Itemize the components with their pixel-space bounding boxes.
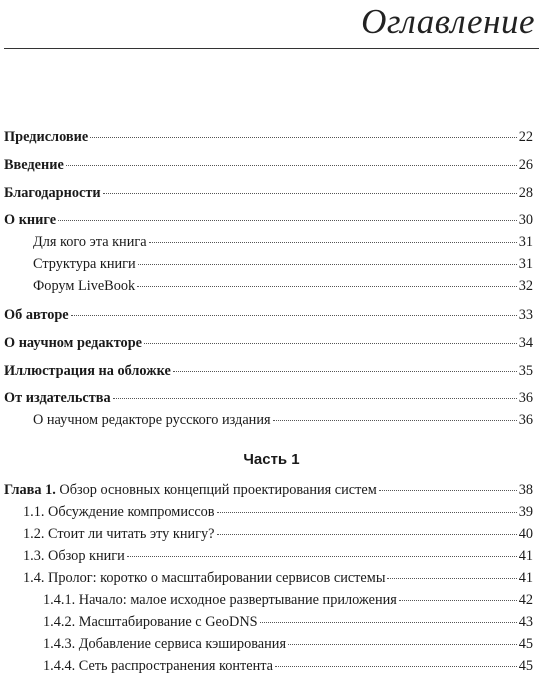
dot-leader [273,420,517,421]
toc-entry-label: 1.2. Стоит ли читать эту книгу? [23,526,215,542]
toc-entry-about-author[interactable] [4,306,533,324]
toc-entry-page: 35 [518,363,533,379]
toc-entry-cover-illustration[interactable] [4,362,533,380]
toc-entry-about-book[interactable] [4,211,533,229]
toc-entry-audience[interactable] [33,233,533,251]
toc-entry-preface[interactable] [4,128,533,146]
toc-entry-forum[interactable] [33,277,533,295]
page-title: Оглавление [361,2,535,41]
dot-leader [149,242,517,243]
toc-entry-label: Для кого эта книга [33,234,147,250]
dot-leader [66,165,517,166]
toc-entry-label: 1.4.2. Масштабирование с GeoDNS [43,614,258,630]
toc-entry-page: 26 [518,157,533,173]
toc-entry-section-1-1[interactable] [23,503,533,521]
toc-entry-section-1-4[interactable] [23,569,533,587]
dot-leader [275,666,517,667]
dot-leader [113,398,517,399]
toc-entry-label: Форум LiveBook [33,278,136,294]
chapter-prefix: Глава 1. [4,482,56,498]
toc-entry-page: 32 [518,278,533,294]
toc-entry-label: 1.4. Пролог: коротко о масштабировании сервисов системы [23,570,386,586]
dot-leader [137,286,517,287]
toc-entry-label: О книге [4,212,57,228]
toc-entry-section-1-4-3[interactable] [43,635,533,653]
part-heading: Часть 1 [243,451,300,468]
toc-entry-from-publisher[interactable] [4,389,533,407]
toc-entry-label: Иллюстрация на обложке [4,363,171,379]
toc-entry-section-1-2[interactable] [23,525,533,543]
toc-entry-page: 31 [518,256,533,272]
toc-entry-page: 30 [518,212,533,228]
dot-leader [144,343,517,344]
toc-entry-page: 41 [518,570,533,586]
dot-leader [217,534,517,535]
toc-entry-page: 36 [518,412,533,428]
dot-leader [127,556,517,557]
toc-entry-russian-reviewer[interactable] [33,411,533,429]
toc-entry-chapter-1[interactable] [4,481,533,499]
toc-entry-label [4,481,377,499]
toc-entry-page: 42 [518,592,533,608]
dot-leader [138,264,517,265]
toc-entry-acknowledgements[interactable] [4,184,533,202]
dot-leader [217,512,517,513]
toc-entry-page: 45 [518,636,533,652]
toc-entry-label: Об авторе [4,307,69,323]
toc-entry-label: О научном редакторе русского издания [33,412,271,428]
dot-leader [260,622,517,623]
toc-entry-page: 28 [518,185,533,201]
toc-entry-label: 1.1. Обсуждение компромиссов [23,504,215,520]
toc-entry-page: 39 [518,504,533,520]
toc-entry-label: 1.3. Обзор книги [23,548,125,564]
dot-leader [58,220,517,221]
chapter-title: Обзор основных концепций проектирования систем [59,482,377,498]
toc-entry-page: 41 [518,548,533,564]
dot-leader [173,371,517,372]
toc-entry-section-1-4-4[interactable] [43,657,533,675]
toc-entry-label: Благодарности [4,185,101,201]
dot-leader [399,600,517,601]
toc-entry-label: 1.4.1. Начало: малое исходное развертывание приложения [43,592,397,608]
toc-entry-label: Введение [4,157,64,173]
toc-entry-page: 33 [518,307,533,323]
toc-entry-label: Структура книги [33,256,136,272]
toc-entry-page: 45 [518,658,533,674]
toc-entry-section-1-4-1[interactable] [43,591,533,609]
toc-entry-page: 40 [518,526,533,542]
toc-entry-page: 31 [518,234,533,250]
toc-entry-label: 1.4.4. Сеть распространения контента [43,658,274,674]
dot-leader [288,644,517,645]
toc-entry-label: Предисловие [4,129,89,145]
toc-entry-page: 22 [518,129,533,145]
toc-entry-structure[interactable] [33,255,533,273]
toc-entry-introduction[interactable] [4,156,533,174]
toc-entry-section-1-3[interactable] [23,547,533,565]
dot-leader [90,137,517,138]
toc-entry-label: О научном редакторе [4,335,142,351]
toc-entry-page: 36 [518,390,533,406]
dot-leader [379,490,517,491]
dot-leader [71,315,517,316]
dot-leader [387,578,516,579]
dot-leader [103,193,517,194]
toc-entry-about-reviewer[interactable] [4,334,533,352]
toc-entry-label: От издательства [4,390,111,406]
toc-entry-page: 38 [518,482,533,498]
toc-entry-page: 43 [518,614,533,630]
toc-entry-page: 34 [518,335,533,351]
title-rule [4,48,539,49]
toc-entry-label: 1.4.3. Добавление сервиса кэширования [43,636,287,652]
toc-entry-section-1-4-2[interactable] [43,613,533,631]
